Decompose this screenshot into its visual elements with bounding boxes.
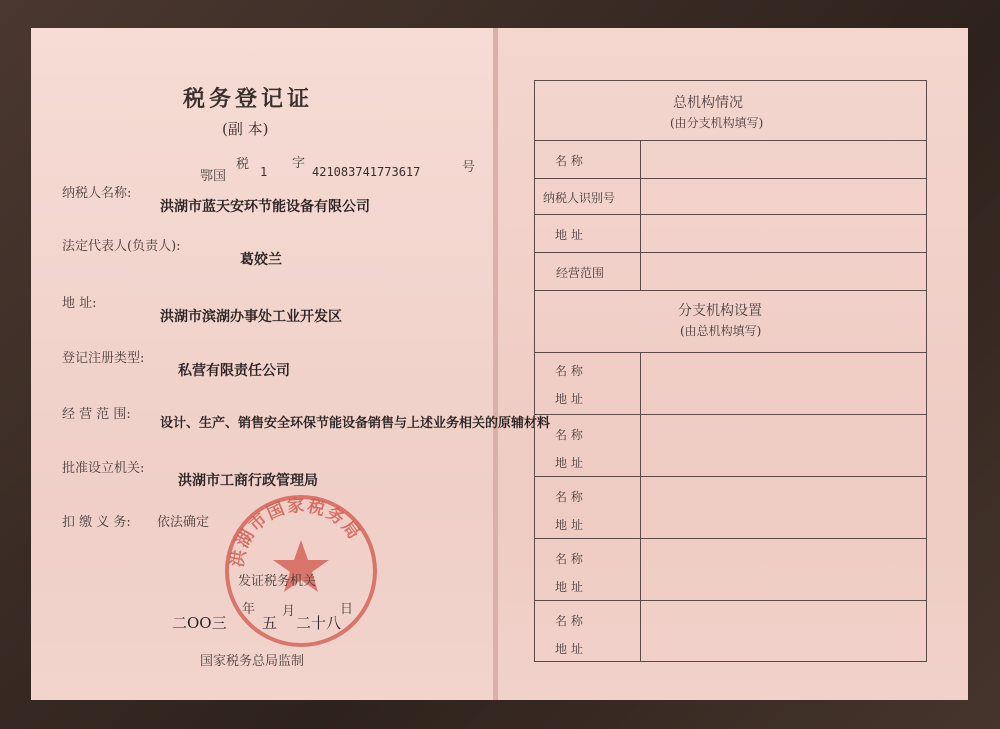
issue-year-suffix: 年 xyxy=(242,602,256,617)
branch-section-note: (由总机构填写) xyxy=(680,324,762,338)
table-row-line xyxy=(534,600,927,601)
issue-month-suffix: 月 xyxy=(282,604,296,619)
branch-row-name: 名 称 xyxy=(555,552,583,566)
branch-row-name: 名 称 xyxy=(555,364,583,378)
hq-column-line xyxy=(640,140,641,290)
table-row-line xyxy=(534,214,927,215)
svg-text:洪湖市国家税务局: 洪湖市国家税务局 xyxy=(227,495,365,569)
issue-month: 五 xyxy=(262,614,278,632)
issue-year: 二OO三 xyxy=(172,614,227,632)
taxpayer-name-label: 纳税人名称: xyxy=(62,186,132,201)
hq-section-header: 总机构情况 xyxy=(673,95,743,111)
number-hao: 号 xyxy=(462,160,476,175)
organization-table xyxy=(534,80,927,662)
number-one: 1 xyxy=(260,165,268,179)
branch-row-address: 地 址 xyxy=(555,518,583,532)
taxpayer-name-value: 洪湖市蓝天安环节能设备有限公司 xyxy=(160,199,370,215)
number-zi: 字 xyxy=(292,156,306,171)
branch-row-name: 名 称 xyxy=(555,428,583,442)
number-shui: 税 xyxy=(236,157,250,172)
withholding-value: 依法确定 xyxy=(157,515,210,530)
branch-row-address: 地 址 xyxy=(555,642,583,656)
hq-divider xyxy=(534,140,927,141)
table-row-line xyxy=(534,252,927,253)
branch-row-address: 地 址 xyxy=(555,392,583,406)
table-row-line xyxy=(534,178,927,179)
table-row-line xyxy=(534,476,927,477)
issue-day: 二十八 xyxy=(296,614,342,632)
hq-row-business-scope: 经营范围 xyxy=(556,266,605,280)
tax-id-number: 421083741773617 xyxy=(312,165,421,179)
hq-row-address: 地 址 xyxy=(555,228,583,242)
hq-row-taxpayer-id: 纳税人识别号 xyxy=(543,191,616,205)
branch-row-address: 地 址 xyxy=(555,580,583,594)
branch-column-line xyxy=(640,352,641,662)
table-row-line xyxy=(534,538,927,539)
approval-authority-value: 洪湖市工商行政管理局 xyxy=(178,473,318,489)
table-row-line xyxy=(534,290,927,291)
approval-authority-label: 批准设立机关: xyxy=(62,461,145,476)
document-subtitle: (副 本) xyxy=(222,120,269,138)
supervisor-note: 国家税务总局监制 xyxy=(200,654,305,669)
branch-row-name: 名 称 xyxy=(555,490,583,504)
legal-rep-label: 法定代表人(负责人): xyxy=(62,239,181,254)
document-title: 税务登记证 xyxy=(183,86,314,112)
number-prefix: 鄂国 xyxy=(200,169,227,184)
hq-row-name: 名 称 xyxy=(555,154,583,168)
branch-section-header: 分支机构设置 xyxy=(678,303,762,319)
branch-row-name: 名 称 xyxy=(555,614,583,628)
address-value: 洪湖市滨湖办事处工业开发区 xyxy=(160,309,342,325)
business-scope-value: 设计、生产、销售安全环保节能设备销售与上述业务相关的原辅材料 xyxy=(160,416,551,431)
hq-section-note: (由分支机构填写) xyxy=(670,116,764,130)
issuing-authority: 发证税务机关 xyxy=(238,574,317,589)
withholding-label: 扣 缴 义 务: xyxy=(62,515,131,530)
branch-row-address: 地 址 xyxy=(555,456,583,470)
address-label: 地 址: xyxy=(62,296,97,311)
registration-type-label: 登记注册类型: xyxy=(62,351,145,366)
registration-type-value: 私营有限责任公司 xyxy=(178,363,290,379)
branch-divider xyxy=(534,352,927,353)
issue-day-suffix: 日 xyxy=(340,602,354,617)
business-scope-label: 经 营 范 围: xyxy=(62,407,131,422)
table-row-line xyxy=(534,414,927,415)
legal-rep-value: 葛姣兰 xyxy=(240,252,282,268)
